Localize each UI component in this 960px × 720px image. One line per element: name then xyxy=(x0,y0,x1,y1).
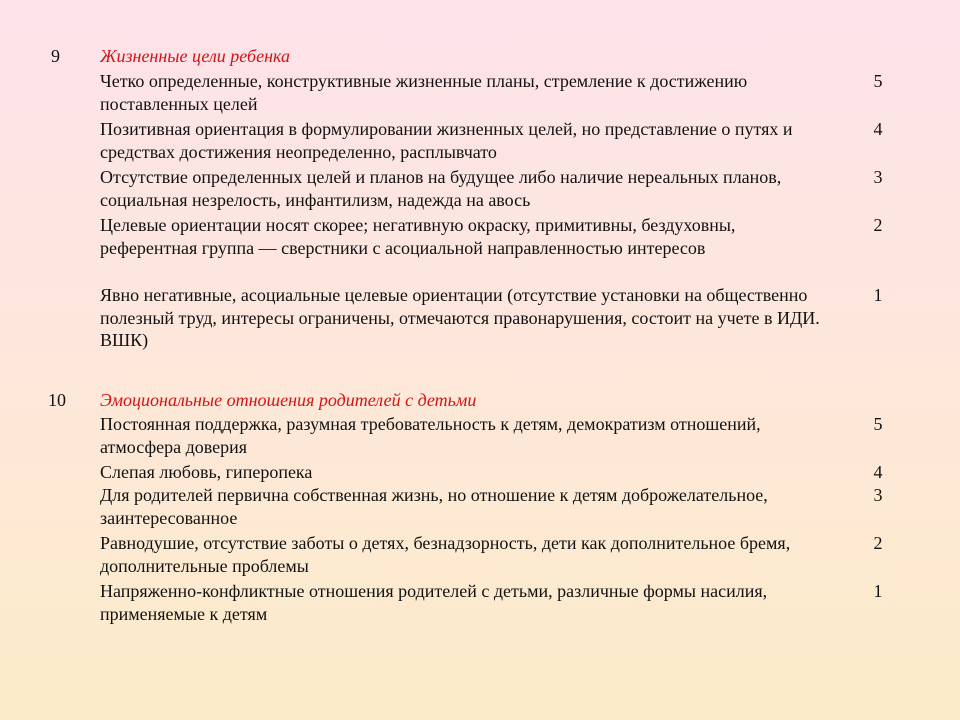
criterion-score: 5 xyxy=(873,414,883,434)
criterion-score: 1 xyxy=(873,285,883,305)
criterion-text: Для родителей первична собственная жизнь, но отношение к детям доброжелательное, заинтересованное xyxy=(100,485,768,528)
criterion-row xyxy=(100,484,910,529)
criterion-row xyxy=(100,166,910,211)
criterion-score: 4 xyxy=(873,119,883,139)
criterion-row xyxy=(100,214,910,259)
section-title: Жизненные цели ребенка xyxy=(100,46,291,66)
criterion-score: 4 xyxy=(873,462,883,482)
criterion-score: 5 xyxy=(873,71,883,91)
criterion-text: Равнодушие, отсутствие заботы о детях, безнадзорность, дети как дополнительное бремя, дополнительные проблемы xyxy=(100,533,791,576)
criterion-text: Напряженно-конфликтные отношения родителей с детьми, различные формы насилия, применяемые к детям xyxy=(100,581,768,624)
criterion-text: Четко определенные, конструктивные жизненные планы, стремление к достижению поставленных целей xyxy=(100,71,748,114)
section-number: 10 xyxy=(48,390,66,410)
criterion-score: 3 xyxy=(873,485,883,505)
criterion-score: 2 xyxy=(873,533,883,553)
section-title: Эмоциональные отношения родителей с детьми xyxy=(100,390,477,410)
criterion-text: Целевые ориентации носят скорее; негативную окраску, примитивны, бездуховны, референтная группа — сверстники с асоциальной направленностью интересов xyxy=(100,215,736,258)
criterion-score: 2 xyxy=(873,215,883,235)
criterion-row xyxy=(100,70,910,115)
criterion-row xyxy=(100,580,910,625)
criterion-text: Постоянная поддержка, разумная требовательность к детям, демократизм отношений, атмосфера доверия xyxy=(100,414,761,457)
criterion-row xyxy=(100,413,910,458)
criterion-row xyxy=(100,532,910,577)
criterion-row xyxy=(100,461,910,484)
criterion-text: Явно негативные, асоциальные целевые ориентации (отсутствие установки на общественно полезный труд, интересы ограничены, отмечаются правонарушения, состоит на учете в ИДИ. ВШК) xyxy=(100,285,820,350)
criterion-score: 3 xyxy=(873,167,883,187)
criterion-row xyxy=(100,284,910,352)
section-number: 9 xyxy=(51,46,60,66)
criterion-score: 1 xyxy=(873,581,883,601)
criterion-text: Отсутствие определенных целей и планов на будущее либо наличие нереальных планов, социальная незрелость, инфантилизм, надежда на авось xyxy=(100,167,782,210)
criterion-row xyxy=(100,118,910,163)
criterion-text: Позитивная ориентация в формулировании жизненных целей, но представление о путях и средствах достижения неопределенно, расплывчато xyxy=(100,119,793,162)
criterion-text: Слепая любовь, гиперопека xyxy=(100,462,313,482)
